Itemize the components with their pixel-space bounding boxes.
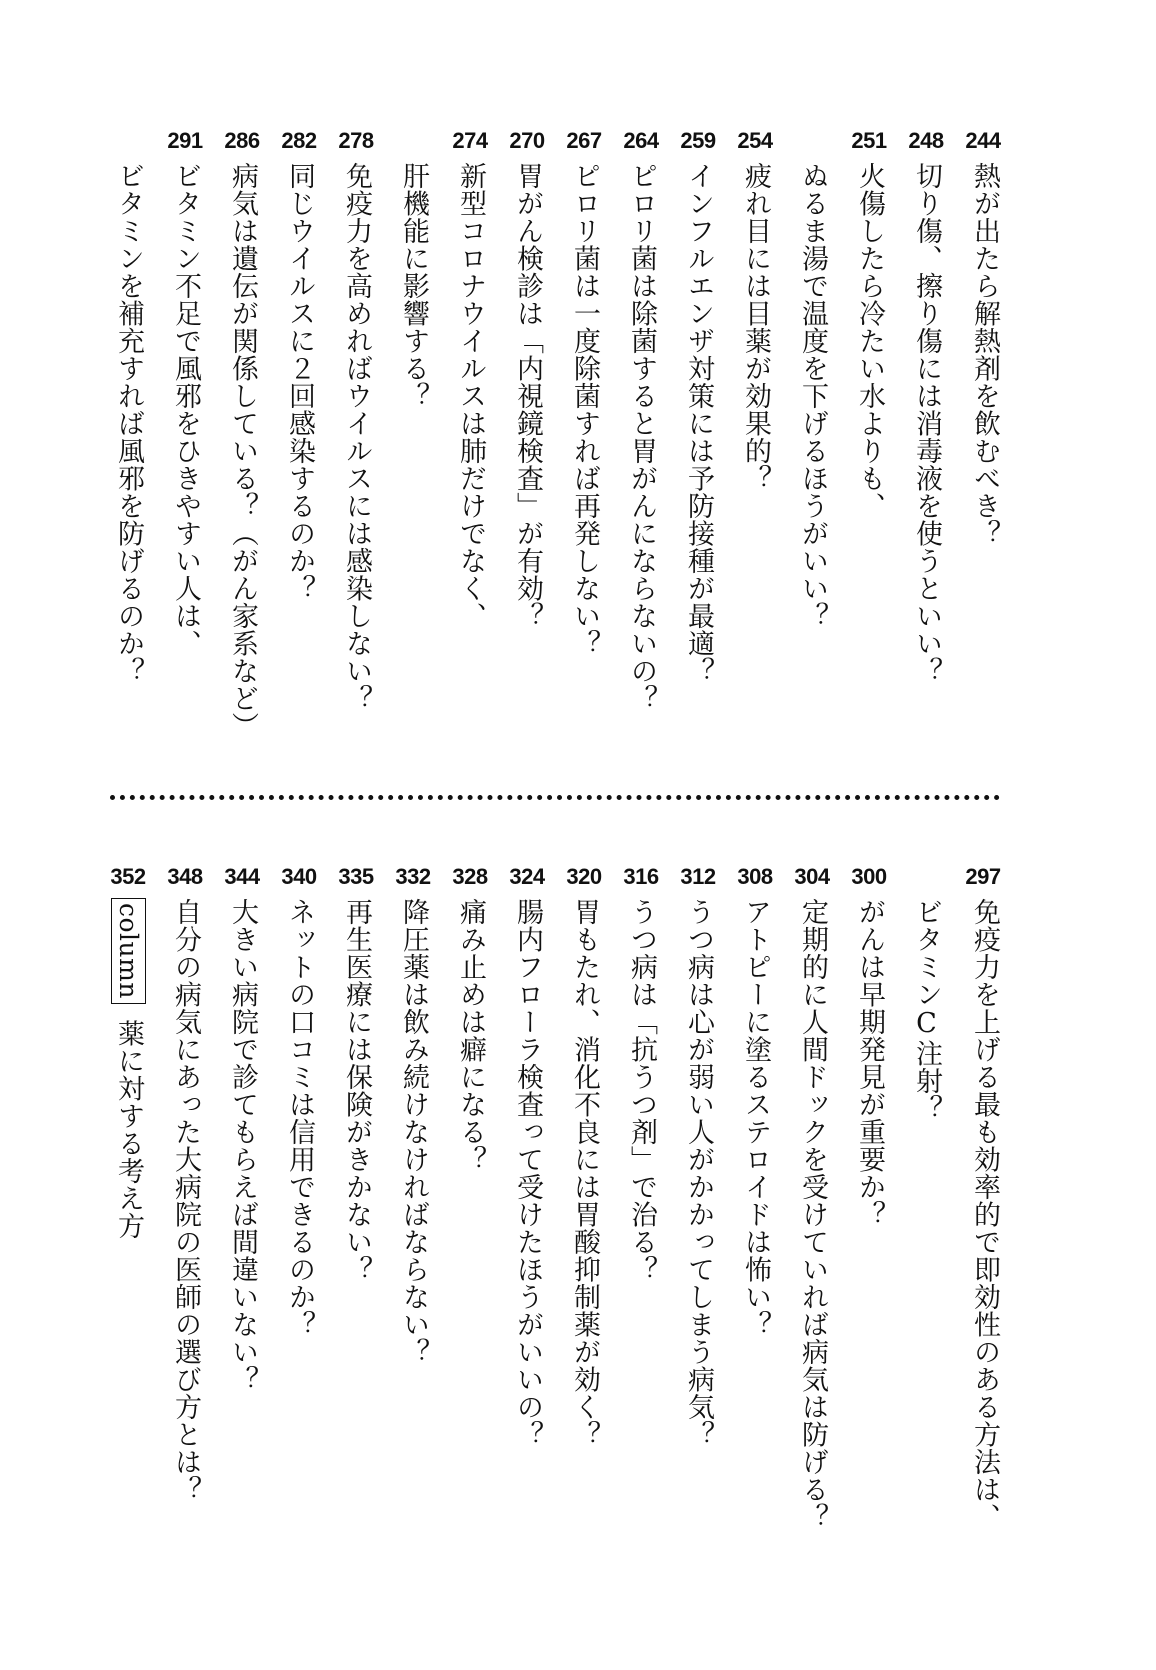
toc-entry[interactable]: 免疫力を上げる最も効率的で即効性のある方法は、 bbox=[969, 898, 1000, 1531]
toc-entry[interactable]: うつ病は心が弱い人がかかってしまう病気？ bbox=[683, 898, 714, 1448]
page-number: 300 bbox=[851, 864, 887, 889]
toc-entry[interactable]: 切り傷、擦り傷には消毒液を使うといい？ bbox=[911, 162, 942, 685]
toc-entry[interactable]: 胃もたれ、消化不良には胃酸抑制薬が効く？ bbox=[569, 898, 600, 1448]
toc-entry[interactable]: 疲れ目には目薬が効果的？ bbox=[740, 162, 771, 492]
page-number: 282 bbox=[281, 128, 317, 153]
toc-entry[interactable]: ネットの口コミは信用できるのか？ bbox=[284, 898, 315, 1338]
toc-entry[interactable]: 腸内フローラ検査って受けたほうがいいの？ bbox=[512, 898, 543, 1448]
toc-entry[interactable]: がんは早期発見が重要か？ bbox=[854, 898, 885, 1228]
toc-entry[interactable]: インフルエンザ対策には予防接種が最適？ bbox=[683, 162, 714, 685]
page-number: 340 bbox=[281, 864, 317, 889]
toc-entry-continuation[interactable]: ビタミンを補充すれば風邪を防げるのか？ bbox=[113, 162, 144, 685]
page-number: 267 bbox=[566, 128, 602, 153]
page-number: 259 bbox=[680, 128, 716, 153]
page-number: 316 bbox=[623, 864, 659, 889]
page-number: 352 bbox=[110, 864, 146, 889]
toc-entry[interactable]: ピロリ菌は一度除菌すれば再発しない？ bbox=[569, 162, 600, 657]
column-title: 薬に対する考え方 bbox=[113, 1019, 144, 1240]
toc-entry[interactable]: ピロリ菌は除菌すると胃がんにならないの？ bbox=[626, 162, 657, 712]
toc-entry[interactable]: うつ病は「抗うつ剤」で治る？ bbox=[626, 898, 657, 1283]
toc-entry-column[interactable] bbox=[113, 898, 143, 1240]
toc-entry[interactable]: 痛み止めは癖になる？ bbox=[455, 898, 486, 1173]
toc-entry[interactable]: 新型コロナウイルスは肺だけでなく、 bbox=[455, 162, 486, 630]
toc-entry[interactable]: アトピーに塗るステロイドは怖い？ bbox=[740, 898, 771, 1338]
toc-entry-continuation[interactable]: 肝機能に影響する？ bbox=[398, 162, 429, 410]
page-number: 297 bbox=[965, 864, 1001, 889]
toc-entry-continuation[interactable]: ぬるま湯で温度を下げるほうがいい？ bbox=[797, 162, 828, 630]
page-number: 264 bbox=[623, 128, 659, 153]
page-number: 304 bbox=[794, 864, 830, 889]
toc-entry[interactable]: 病気は遺伝が関係している？（がん家系など） bbox=[227, 162, 258, 740]
toc-entry[interactable]: 降圧薬は飲み続けなければならない？ bbox=[398, 898, 429, 1366]
page-number: 332 bbox=[395, 864, 431, 889]
page-number: 278 bbox=[338, 128, 374, 153]
toc-entry[interactable]: 大きい病院で診てもらえば間違いない？ bbox=[227, 898, 258, 1393]
toc-entry[interactable]: 火傷したら冷たい水よりも、 bbox=[854, 162, 885, 520]
page-number: 324 bbox=[509, 864, 545, 889]
page-number: 254 bbox=[737, 128, 773, 153]
page-number: 335 bbox=[338, 864, 374, 889]
page-number: 320 bbox=[566, 864, 602, 889]
toc-entry[interactable]: 再生医療には保険がきかない？ bbox=[341, 898, 372, 1283]
toc-entry[interactable]: 定期的に人間ドックを受けていれば病気は防げる？ bbox=[797, 898, 828, 1531]
page-number: 344 bbox=[224, 864, 260, 889]
page-number: 312 bbox=[680, 864, 716, 889]
page-number: 286 bbox=[224, 128, 260, 153]
page-number: 274 bbox=[452, 128, 488, 153]
toc-entry-continuation[interactable]: ビタミンC注射？ bbox=[911, 898, 942, 1122]
toc-entry[interactable]: 自分の病気にあった大病院の医師の選び方とは？ bbox=[170, 898, 201, 1503]
page-number: 248 bbox=[908, 128, 944, 153]
toc-entry[interactable]: 同じウイルスに２回感染するのか？ bbox=[284, 162, 315, 602]
column-badge: column bbox=[111, 898, 146, 1004]
toc-entry[interactable]: 胃がん検診は「内視鏡検査」が有効？ bbox=[512, 162, 543, 630]
dotted-divider bbox=[110, 795, 1000, 800]
toc-entry[interactable]: 免疫力を高めればウイルスには感染しない？ bbox=[341, 162, 372, 712]
page-number: 244 bbox=[965, 128, 1001, 153]
page-number: 308 bbox=[737, 864, 773, 889]
page-number: 270 bbox=[509, 128, 545, 153]
toc-entry[interactable]: 熱が出たら解熱剤を飲むべき？ bbox=[969, 162, 1000, 547]
toc-entry[interactable]: ビタミン不足で風邪をひきやすい人は、 bbox=[170, 162, 201, 657]
page-number: 348 bbox=[167, 864, 203, 889]
page-number: 291 bbox=[167, 128, 203, 153]
page-number: 328 bbox=[452, 864, 488, 889]
page-number: 251 bbox=[851, 128, 887, 153]
